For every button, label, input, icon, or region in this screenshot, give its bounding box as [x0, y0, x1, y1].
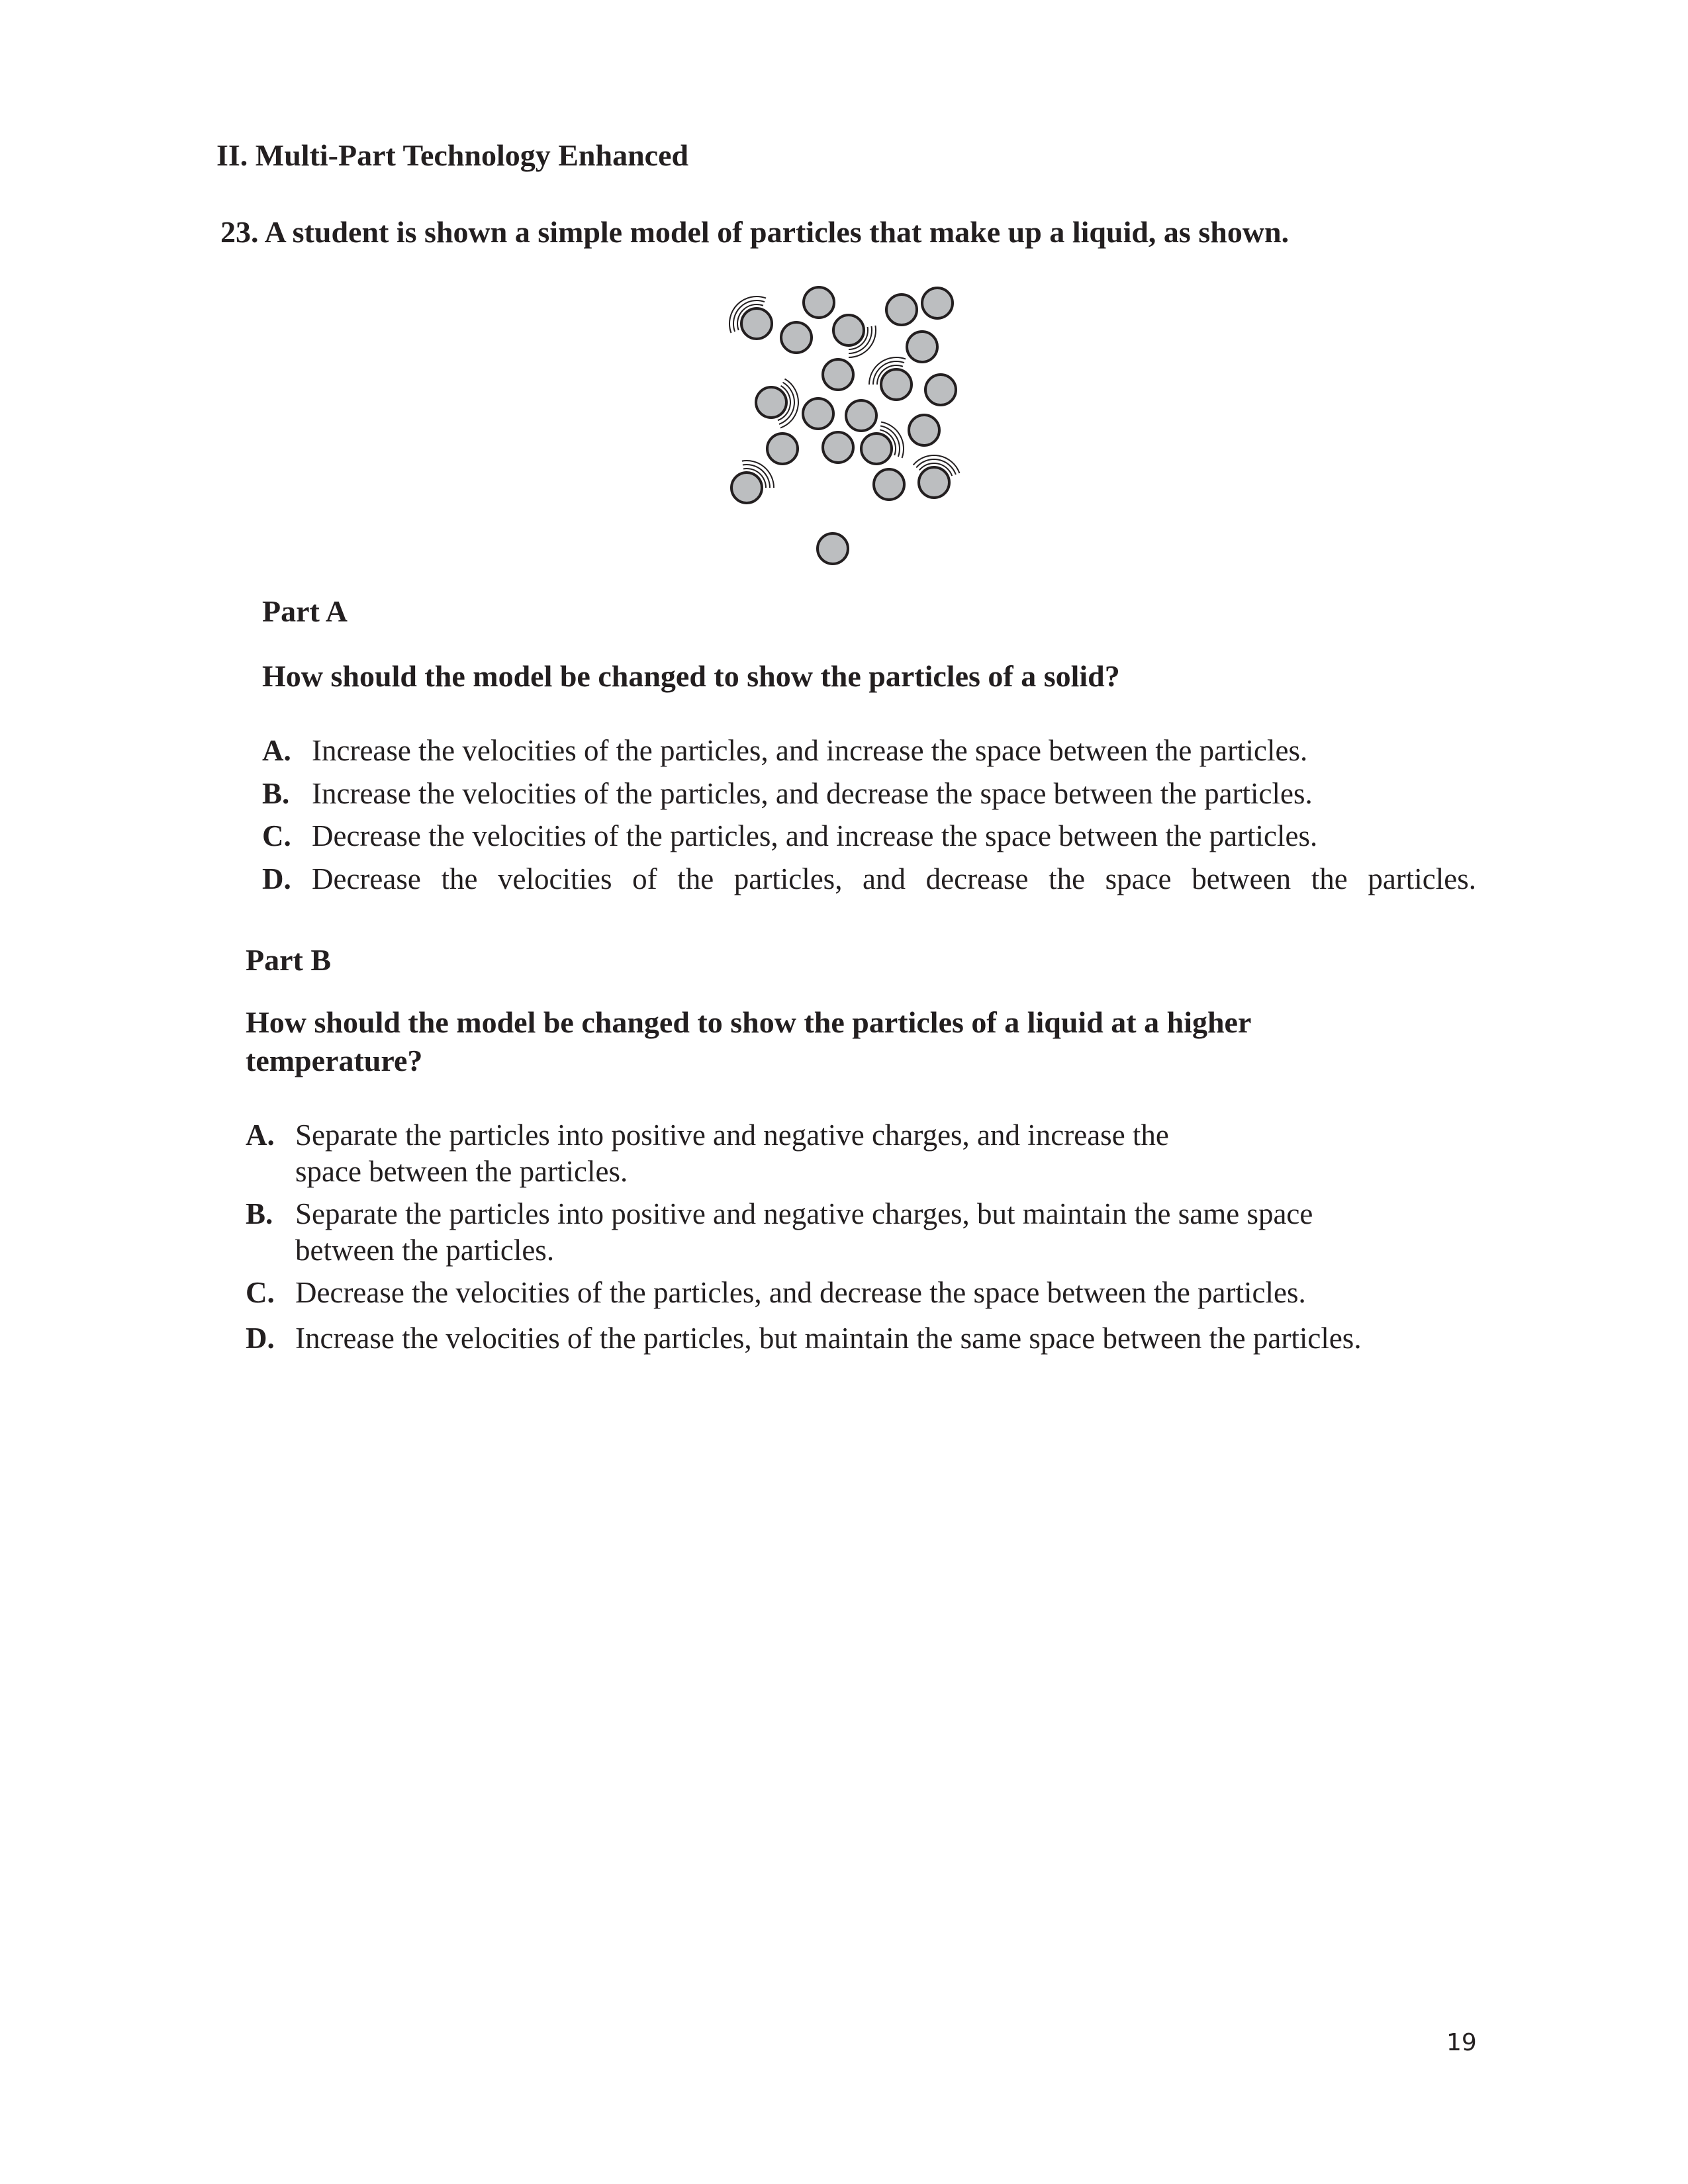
option-text-line1: Separate the particles into positive and negative charges, but maintain the same space	[295, 1197, 1313, 1230]
option-letter: D.	[246, 1322, 275, 1355]
option-text: Decrease the velocities of the particles, and increase the space between the particles.	[312, 819, 1318, 852]
particle	[823, 359, 853, 390]
particle	[919, 467, 949, 498]
option-letter: A.	[262, 734, 291, 767]
particle	[741, 308, 772, 339]
particle	[804, 287, 834, 318]
part-a-option-b[interactable]	[262, 776, 1476, 812]
particle	[803, 398, 833, 429]
particle	[833, 315, 864, 345]
part-b-prompt-line1: How should the model be changed to show the particles of a liquid at a higher	[246, 1005, 1252, 1039]
particle	[861, 433, 892, 464]
option-letter: B.	[246, 1197, 273, 1230]
option-text-line2: between the particles.	[295, 1234, 555, 1267]
particle	[818, 533, 848, 564]
particle	[909, 415, 939, 445]
part-b-option-d[interactable]	[246, 1320, 1362, 1357]
part-b-option-a[interactable]	[246, 1117, 1169, 1190]
option-letter: A.	[246, 1118, 275, 1152]
part-a-option-c[interactable]	[262, 818, 1476, 854]
part-b-option-b[interactable]	[246, 1196, 1313, 1269]
particle	[881, 369, 912, 400]
part-a-option-d[interactable]	[262, 861, 1476, 897]
part-a-option-a[interactable]	[262, 733, 1476, 769]
option-text: Decrease the velocities of the particles, and decrease the space between the particles.	[295, 1276, 1306, 1309]
option-text: Increase the velocities of the particles, but maintain the same space between the particles.	[295, 1322, 1362, 1355]
particle	[767, 433, 798, 464]
section-title: II. Multi-Part Technology Enhanced	[216, 138, 689, 172]
particle	[874, 469, 904, 500]
option-text-line1: Separate the particles into positive and negative charges, and increase the	[295, 1118, 1169, 1152]
particle-model-diagram	[0, 0, 1688, 596]
particle	[756, 387, 786, 418]
part-a-prompt: How should the model be changed to show the particles of a solid?	[262, 659, 1120, 693]
option-text: Increase the velocities of the particles, and increase the space between the particles.	[312, 734, 1308, 767]
option-letter: D.	[262, 862, 291, 895]
particle	[731, 473, 762, 503]
option-text-line2: space between the particles.	[295, 1155, 628, 1188]
part-b-option-c[interactable]	[246, 1275, 1306, 1311]
particle	[925, 375, 956, 405]
particle	[922, 288, 953, 318]
part-b-label: Part B	[246, 943, 332, 977]
part-a-label: Part A	[262, 594, 348, 628]
option-text: Decrease the velocities of the particles, and decrease the space between the particles.	[312, 862, 1476, 895]
particle	[823, 432, 853, 463]
question-number: 23.	[220, 215, 259, 249]
option-text: Increase the velocities of the particles, and decrease the space between the particles.	[312, 777, 1313, 810]
particle	[846, 400, 876, 431]
option-letter: C.	[262, 819, 291, 852]
particle	[886, 295, 917, 325]
question-text: A student is shown a simple model of particles that make up a liquid, as shown.	[264, 215, 1289, 249]
option-letter: C.	[246, 1276, 275, 1309]
page-number: 19	[1446, 2029, 1477, 2056]
option-letter: B.	[262, 777, 290, 810]
particle	[907, 332, 937, 362]
part-b-prompt-line2: temperature?	[246, 1044, 423, 1077]
particle	[781, 322, 812, 353]
